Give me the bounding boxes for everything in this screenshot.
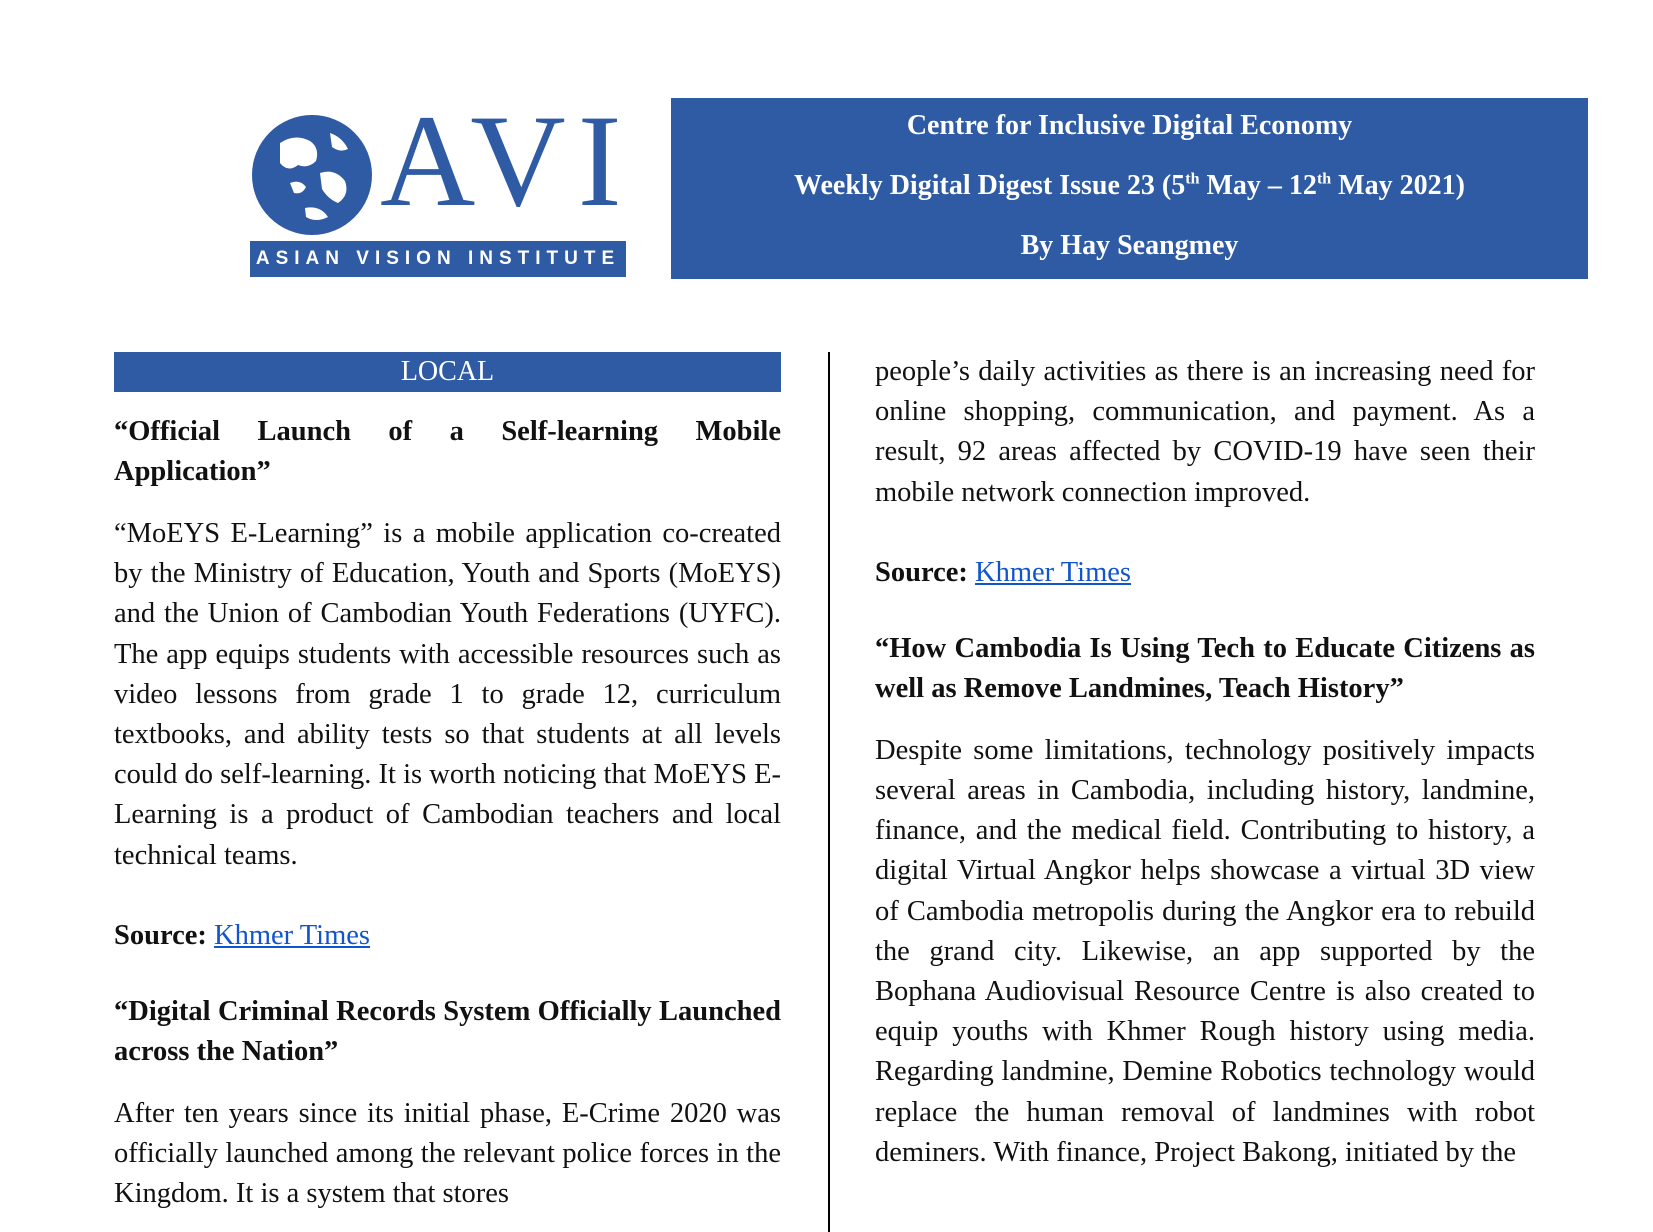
- article-title: “Digital Criminal Records System Officially Launched across the Nation”: [114, 995, 781, 1067]
- avi-logo: [250, 87, 634, 277]
- globe-icon: [250, 113, 374, 237]
- article-title: “How Cambodia Is Using Tech to Educate Citizens as well as Remove Landmines, Teach History”: [875, 632, 1535, 704]
- left-column: [114, 352, 781, 1214]
- source-label: Source:: [875, 556, 968, 588]
- article-body: “MoEYS E-Learning” is a mobile application co-created by the Ministry of Education, Youth and Sports (MoEYS) and the Union of Cambodian Youth Federations (UYFC). The app equips students with accessible resources such as video lessons from grade 1 to grade 12, curriculum textbooks, and ability tests so that students at all levels could do self-learning. It is worth noticing that MoEYS E-Learning is a product of Cambodian teachers and local technical teams.: [114, 518, 781, 871]
- source-link[interactable]: Khmer Times: [975, 556, 1132, 588]
- article-body: After ten years since its initial phase, E-Crime 2020 was officially launched among the relevant police forces in the Kingdom. It is a system that stores: [114, 1097, 781, 1210]
- column-divider: [828, 352, 830, 1232]
- logo-wordmark: AVI: [380, 87, 634, 234]
- logo-tagline: ASIAN VISION INSTITUTE: [250, 241, 626, 277]
- article-source: [114, 916, 781, 956]
- section-heading-local: LOCAL: [114, 352, 781, 392]
- source-link[interactable]: Khmer Times: [214, 919, 371, 951]
- article-title: “Official Launch of a Self-learning Mobile Application”: [114, 416, 781, 487]
- article-body-continued: people’s daily activities as there is an increasing need for online shopping, communication, and payment. As a result, 92 areas affected by COVID-19 have seen their mobile network connection improved.: [875, 356, 1535, 508]
- article-body: Despite some limitations, technology positively impacts several areas in Cambodia, including history, landmine, finance, and the medical field. Contributing to history, a digital Virtual Angkor helps showcase a virtual 3D view of Cambodia metropolis during the Angkor era to rebuild the grand city. Likewise, an app supported by the Bophana Audiovisual Resource Centre is also created to equip youths with Khmer Rough history using media. Regarding landmine, Demine Robotics technology would replace the human removal of landmines with robot deminers. With finance, Project Bakong, initiated by the: [875, 734, 1535, 1168]
- header-banner: [671, 98, 1588, 279]
- source-label: Source:: [114, 919, 207, 951]
- header-issue-title: Weekly Digital Digest Issue 23 (5th May – 12th May 2021): [794, 170, 1465, 201]
- header-author: By Hay Seangmey: [1020, 230, 1239, 261]
- article-source: [875, 553, 1535, 593]
- header-centre-name: Centre for Inclusive Digital Economy: [906, 110, 1353, 141]
- right-column: [875, 352, 1535, 1173]
